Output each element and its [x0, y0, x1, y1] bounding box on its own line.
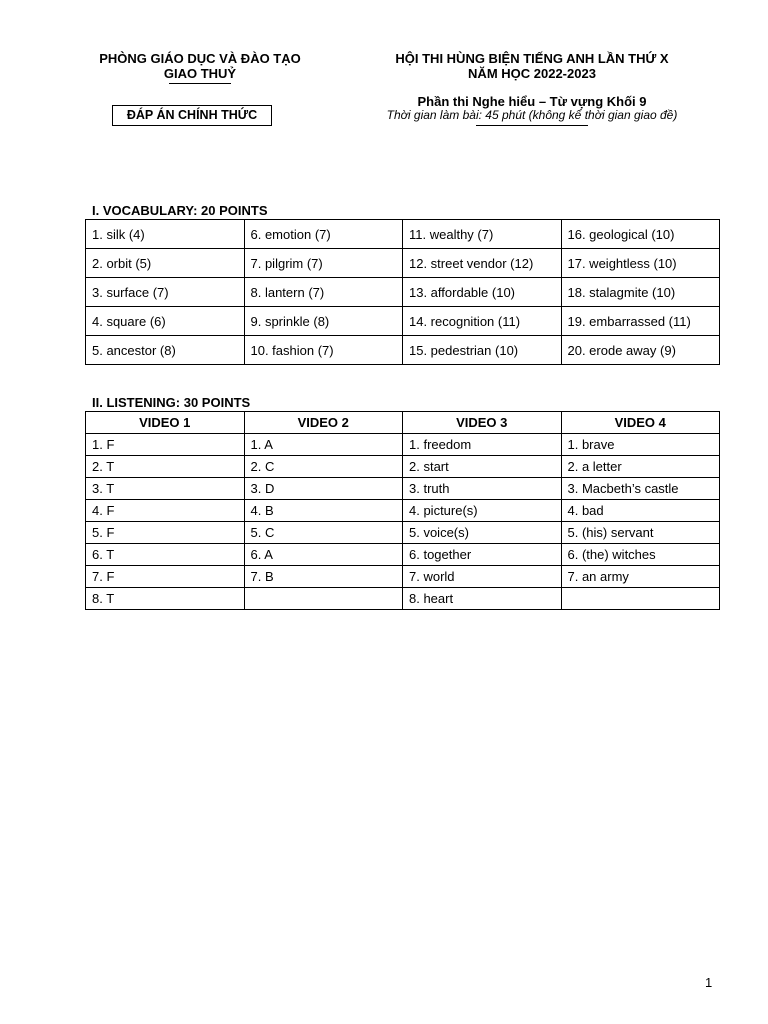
table-cell: 2. start	[403, 456, 562, 478]
table-row	[86, 307, 720, 336]
table-cell: 6. emotion (7)	[244, 220, 403, 249]
table-cell: 6. A	[244, 544, 403, 566]
table-cell: 8. heart	[403, 588, 562, 610]
table-row	[86, 249, 720, 278]
table-cell: 11. wealthy (7)	[403, 220, 562, 249]
table-cell: 4. B	[244, 500, 403, 522]
table-cell: 8. lantern (7)	[244, 278, 403, 307]
contest-title: HỘI THI HÙNG BIỆN TIẾNG ANH LẦN THỨ X	[395, 51, 669, 66]
table-cell: 2. C	[244, 456, 403, 478]
table-cell: 20. erode away (9)	[561, 336, 720, 365]
table-cell: 7. F	[86, 566, 245, 588]
exam-part: Phần thi Nghe hiểu – Từ vựng Khối 9	[417, 94, 647, 109]
official-answer-box: ĐÁP ÁN CHÍNH THỨC	[112, 105, 272, 126]
header-left	[95, 51, 305, 84]
table-cell: 4. picture(s)	[403, 500, 562, 522]
column-header: VIDEO 4	[561, 412, 720, 434]
table-cell: 1. freedom	[403, 434, 562, 456]
table-row	[86, 478, 720, 500]
table-cell: 2. T	[86, 456, 245, 478]
header-right	[382, 51, 682, 126]
vocabulary-table	[85, 219, 720, 365]
listening-table	[85, 411, 720, 610]
table-cell: 17. weightless (10)	[561, 249, 720, 278]
table-cell: 10. fashion (7)	[244, 336, 403, 365]
table-cell: 16. geological (10)	[561, 220, 720, 249]
table-cell: 3. D	[244, 478, 403, 500]
org-underline	[169, 83, 231, 84]
table-cell: 7. pilgrim (7)	[244, 249, 403, 278]
table-row	[86, 434, 720, 456]
table-row	[86, 566, 720, 588]
table-cell: 1. F	[86, 434, 245, 456]
table-row	[86, 336, 720, 365]
table-cell: 4. F	[86, 500, 245, 522]
table-row	[86, 500, 720, 522]
table-cell: 5. voice(s)	[403, 522, 562, 544]
table-cell: 5. (his) servant	[561, 522, 720, 544]
table-cell: 7. B	[244, 566, 403, 588]
table-row	[86, 588, 720, 610]
listening-title: II. LISTENING: 30 POINTS	[92, 395, 251, 410]
table-row	[86, 456, 720, 478]
table-cell: 5. F	[86, 522, 245, 544]
table-cell: 7. world	[403, 566, 562, 588]
table-cell: 4. square (6)	[86, 307, 245, 336]
table-row	[86, 544, 720, 566]
column-header: VIDEO 1	[86, 412, 245, 434]
table-cell: 1. brave	[561, 434, 720, 456]
table-cell: 14. recognition (11)	[403, 307, 562, 336]
table-row	[86, 278, 720, 307]
table-cell: 13. affordable (10)	[403, 278, 562, 307]
exam-time: Thời gian làm bài: 45 phút (không kể thời gian giao đề)	[386, 108, 678, 122]
school-year: NĂM HỌC 2022-2023	[468, 66, 596, 81]
table-row	[86, 522, 720, 544]
table-cell: 2. orbit (5)	[86, 249, 245, 278]
column-header: VIDEO 2	[244, 412, 403, 434]
org-name: PHÒNG GIÁO DỤC VÀ ĐÀO TẠO	[99, 51, 301, 66]
table-cell: 6. T	[86, 544, 245, 566]
table-cell: 8. T	[86, 588, 245, 610]
table-cell: 6. (the) witches	[561, 544, 720, 566]
table-cell	[244, 588, 403, 610]
page-number: 1	[705, 975, 713, 990]
table-cell: 7. an army	[561, 566, 720, 588]
table-cell: 1. A	[244, 434, 403, 456]
column-header: VIDEO 3	[403, 412, 562, 434]
table-cell: 12. street vendor (12)	[403, 249, 562, 278]
table-cell: 1. silk (4)	[86, 220, 245, 249]
table-cell: 19. embarrassed (11)	[561, 307, 720, 336]
table-cell: 9. sprinkle (8)	[244, 307, 403, 336]
table-cell: 3. surface (7)	[86, 278, 245, 307]
table-cell: 18. stalagmite (10)	[561, 278, 720, 307]
table-header-row	[86, 412, 720, 434]
header-underline	[476, 125, 588, 126]
table-cell: 5. C	[244, 522, 403, 544]
table-cell: 6. together	[403, 544, 562, 566]
table-cell	[561, 588, 720, 610]
table-cell: 4. bad	[561, 500, 720, 522]
vocabulary-title: I. VOCABULARY: 20 POINTS	[92, 203, 268, 218]
table-cell: 5. ancestor (8)	[86, 336, 245, 365]
table-cell: 3. Macbeth’s castle	[561, 478, 720, 500]
table-cell: 3. truth	[403, 478, 562, 500]
table-cell: 3. T	[86, 478, 245, 500]
org-district: GIAO THUỶ	[163, 66, 237, 81]
table-cell: 2. a letter	[561, 456, 720, 478]
table-row	[86, 220, 720, 249]
table-cell: 15. pedestrian (10)	[403, 336, 562, 365]
